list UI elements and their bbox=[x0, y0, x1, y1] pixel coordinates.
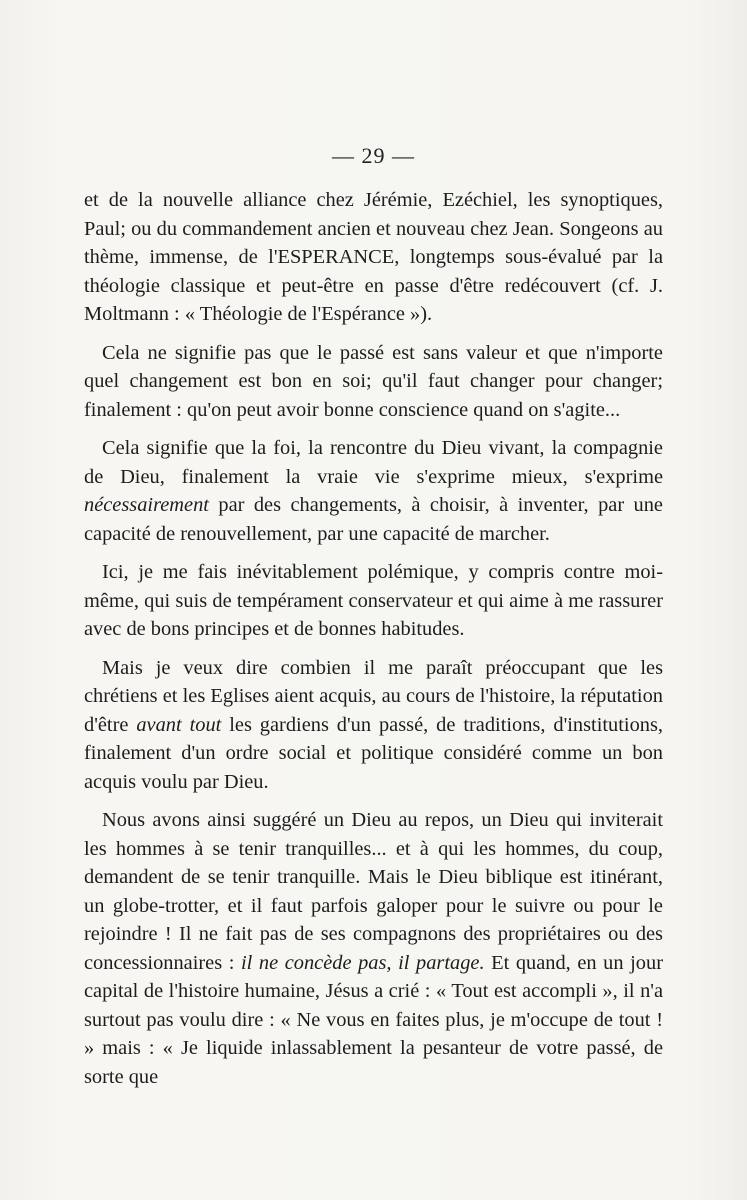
paragraph-5-text-b: les gardiens d'un passé, de traditions, d'institutions, finalement d'un ordre social et politique considéré comme un bon acquis voulu par Dieu. bbox=[84, 713, 663, 793]
paragraph-6-text-b: Et quand, en un jour capital de l'histoire humaine, Jésus a crié : « Tout est accompli », il n'a surtout pas voulu dire : « Ne vous en faites plus, je m'occupe de tout ! » mais : « Je liquide inlassablement la pesanteur de votre passé, de sorte que bbox=[84, 951, 663, 1088]
paragraph-3-emphasis: nécessairement bbox=[84, 494, 209, 516]
paragraph-1 bbox=[84, 186, 663, 329]
paragraph-6 bbox=[84, 806, 663, 1091]
paragraph-3-text-a: Cela signifie que la foi, la rencontre du Dieu vivant, la compagnie de Dieu, finalement la vraie vie s'exprime mieux, s'exprime bbox=[84, 437, 663, 488]
paragraph-1-text: et de la nouvelle alliance chez Jérémie, Ezéchiel, les synoptiques, Paul; ou du commandement ancien et nouveau chez Jean. Songeons au thème, immense, de l'ESPERANCE, longtemps sous-évalué par la théologie classique et peut-être en passe d'être redécouvert (cf. J. Moltmann : « Théologie de l'Espérance »). bbox=[84, 189, 663, 325]
body-text bbox=[84, 186, 663, 1101]
paragraph-4-text: Ici, je me fais inévitablement polémique, y compris contre moi-même, qui suis de tempérament conservateur et qui aime à me rassurer avec de bons principes et de bonnes habitudes. bbox=[84, 561, 663, 640]
paragraph-3-text-b: par des changements, à choisir, à inventer, par une capacité de renouvellement, par une capacité de marcher. bbox=[84, 494, 663, 545]
page-number: — 29 — bbox=[332, 143, 415, 168]
paragraph-2-text: Cela ne signifie pas que le passé est sans valeur et que n'importe quel changement est bon en soi; qu'il faut changer pour changer; finalement : qu'on peut avoir bonne conscience quand on s'agite... bbox=[84, 341, 663, 421]
paragraph-4 bbox=[84, 558, 663, 644]
paragraph-3 bbox=[84, 434, 663, 548]
paragraph-5 bbox=[84, 654, 663, 797]
paragraph-5-emphasis: avant tout bbox=[136, 713, 222, 736]
paragraph-6-emphasis: il ne concède pas, il partage. bbox=[240, 951, 485, 974]
paragraph-5-text-a: Mais je veux dire combien il me paraît préoccupant que les chrétiens et les Eglises aient acquis, au cours de l'histoire, la réputation d'être bbox=[84, 656, 663, 736]
paragraph-2 bbox=[84, 339, 663, 425]
paragraph-6-text-a: Nous avons ainsi suggéré un Dieu au repos, un Dieu qui inviterait les hommes à se tenir tranquilles... et à qui les hommes, du coup, demandent de se tenir tranquille. Mais le Dieu biblique est itinérant, un globe-trotter, et il faut parfois galoper pour le suivre ou pour le rejoindre ! Il ne fait pas de ses compagnons des propriétaires ou des concessionnaires : bbox=[84, 809, 663, 974]
